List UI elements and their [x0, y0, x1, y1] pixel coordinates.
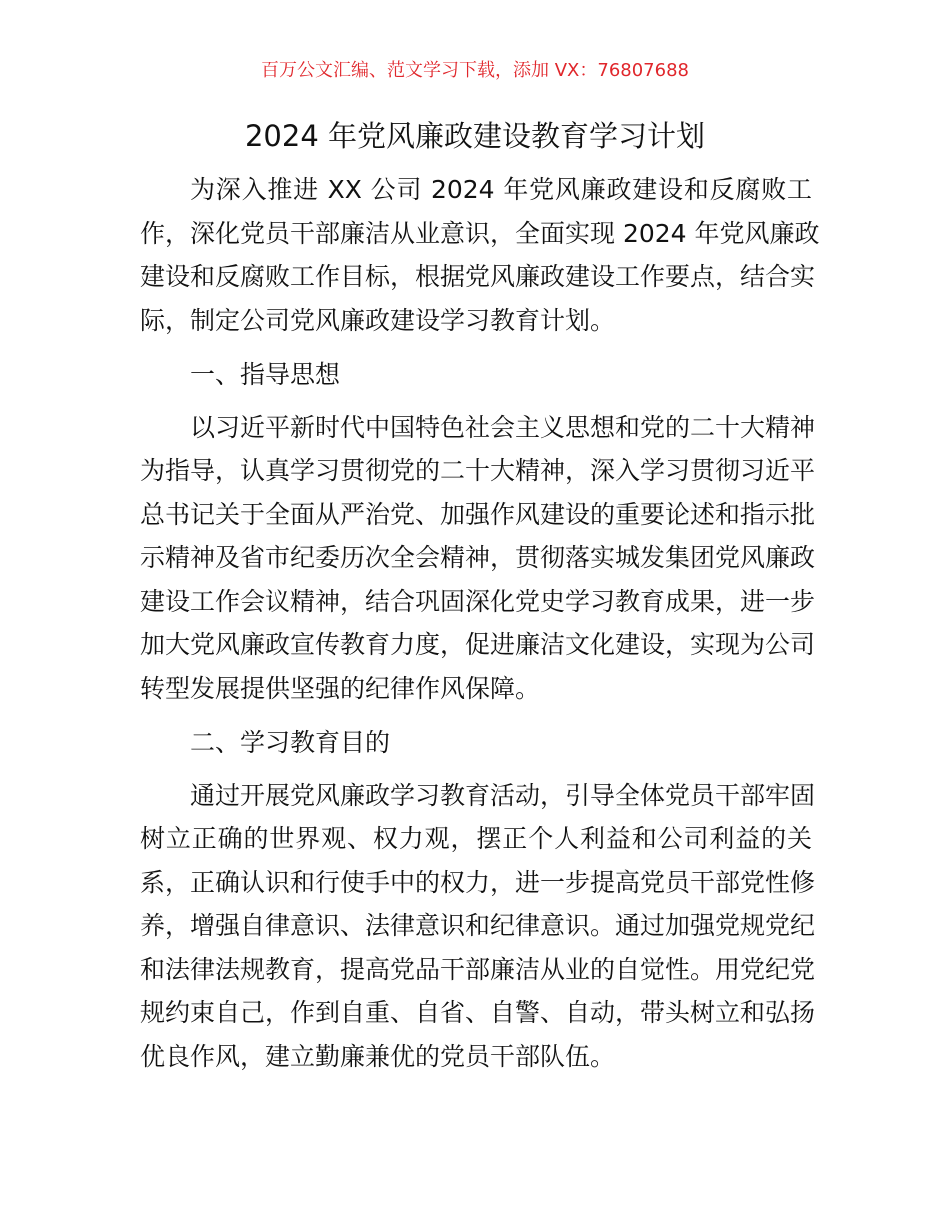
text-line: 为指导，认真学习贯彻党的二十大精神，深入学习贯彻习近平: [140, 456, 816, 485]
text-line: 际，制定公司党风廉政建设学习教育计划。: [140, 305, 616, 335]
text-line: 总书记关于全面从严治党、加强作风建设的重要论述和指示批: [140, 499, 816, 529]
document-body: [140, 168, 820, 1089]
text-line: 以习近平新时代中国特色社会主义思想和党的二十大精神: [190, 412, 816, 442]
document-title: 2024 年党风廉政建设教育学习计划: [244, 119, 706, 153]
learning-purpose-paragraph: [140, 774, 816, 1079]
text-line: 为深入推进 XX 公司 2024 年党风廉政建设和反腐败工: [190, 175, 812, 204]
download-notice: 百万公文汇编、范文学习下载，添加 VX：76807688: [261, 60, 689, 81]
text-line: 建设和反腐败工作目标，根据党风廉政建设工作要点，结合实: [140, 262, 816, 291]
section-heading-learning-purpose: 二、学习教育目的: [190, 728, 391, 757]
text-line: 系，正确认识和行使手中的权力，进一步提高党员干部党性修: [140, 867, 816, 897]
text-line: 规约束自己，作到自重、自省、自警、自动，带头树立和弘扬: [140, 998, 816, 1027]
text-line: 转型发展提供坚强的纪律作风保障。: [140, 673, 541, 703]
text-line: 和法律法规教育，提高党品干部廉洁从业的自觉性。用党纪党: [140, 954, 816, 984]
text-line: 养，增强自律意识、法律意识和纪律意识。通过加强党规党纪: [140, 911, 816, 940]
guiding-ideology-paragraph: [140, 406, 816, 711]
text-line: 建设工作会议精神，结合巩固深化党史学习教育成果，进一步: [140, 586, 816, 616]
text-line: 作，深化党员干部廉洁从业意识，全面实现 2024 年党风廉政: [140, 218, 820, 248]
text-line: 加大党风廉政宣传教育力度，促进廉洁文化建设，实现为公司: [140, 630, 816, 659]
section-heading-guiding-ideology: 一、指导思想: [190, 360, 341, 389]
text-line: 优良作风，建立勤廉兼优的党员干部队伍。: [140, 1041, 616, 1071]
text-line: 树立正确的世界观、权力观，摆正个人利益和公司利益的关: [140, 824, 812, 853]
intro-paragraph: [140, 168, 820, 342]
text-line: 示精神及省市纪委历次全会精神，贯彻落实城发集团党风廉政: [140, 543, 816, 572]
text-line: 通过开展党风廉政学习教育活动，引导全体党员干部牢固: [190, 780, 816, 810]
